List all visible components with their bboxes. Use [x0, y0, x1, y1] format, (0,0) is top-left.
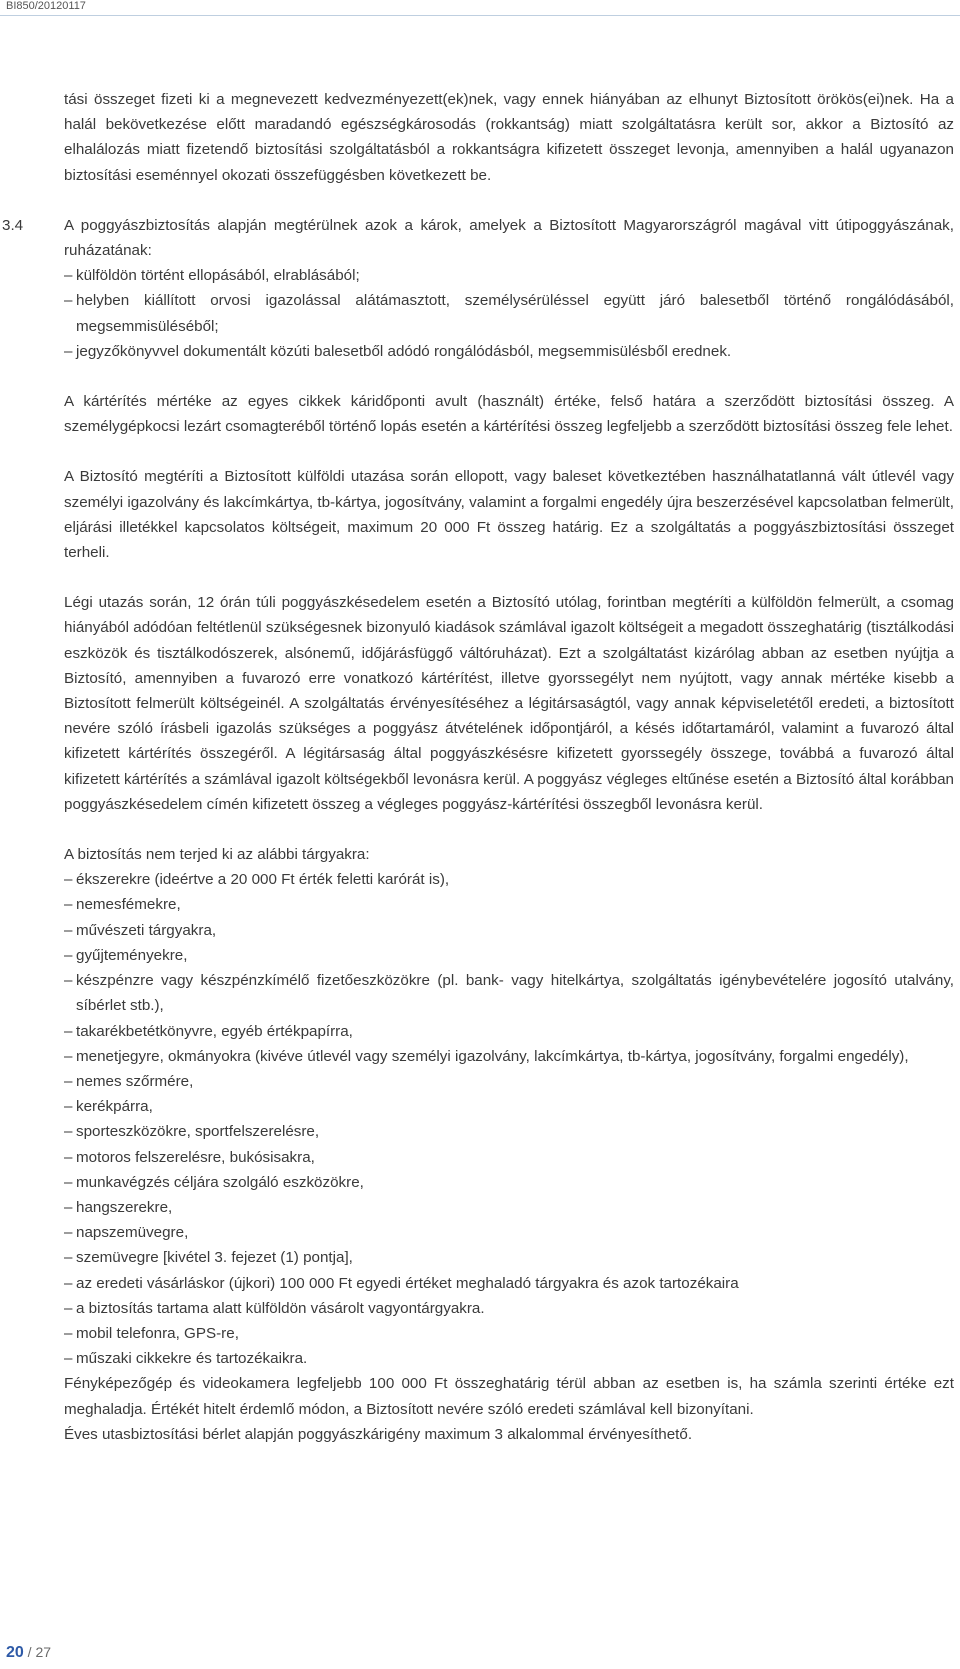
- exclusion-item: – hangszerekre,: [64, 1195, 954, 1220]
- exclusion-item: – gyűjteményekre,: [64, 943, 954, 968]
- exclusion-item: – napszemüvegre,: [64, 1220, 954, 1245]
- page-number: 20: [6, 1644, 24, 1661]
- section-3-4: [2, 213, 954, 364]
- page-total: 27: [35, 1644, 52, 1660]
- exclusion-item: – kerékpárra,: [64, 1094, 954, 1119]
- annual-paragraph: Éves utasbiztosítási bérlet alapján poggyászkárigény maximum 3 alkalommal érvényesíthető.: [64, 1425, 693, 1443]
- page-content: [2, 87, 954, 1447]
- camera-paragraph: Fényképezőgép és videokamera legfeljebb 100 000 Ft összeghatárig térül abban az esetben is, ha számla szerinti értéke ezt meghaladja. Értékét hitelt érdemlő módon, a Biztosított nevére szóló eredeti számlával kell bizonyítani.: [64, 1375, 954, 1418]
- exclusion-item: – műszaki cikkekre és tartozékaikra.: [64, 1346, 954, 1371]
- exclusion-item: – nemesfémekre,: [64, 892, 954, 917]
- document-code: BI850/20120117: [6, 0, 86, 12]
- exclusion-item: – takarékbetétkönyvre, egyéb értékpapírra,: [64, 1019, 954, 1044]
- page-footer: [6, 1644, 51, 1662]
- exclusions-intro: A biztosítás nem terjed ki az alábbi tárgyakra:: [64, 846, 370, 864]
- exclusion-item: – készpénzre vagy készpénzkímélő fizetőeszközökre (pl. bank- vagy hitelkártya, szolgáltatás igénybevételére jogosító utalvány, síbérlet stb.),: [64, 968, 954, 1018]
- page-separator: /: [23, 1644, 36, 1660]
- section-intro: A poggyászbiztosítás alapján megtérülnek azok a károk, amelyek a Biztosított Magyarországról magával vitt útipoggyászának, ruházatának:: [64, 216, 954, 260]
- documents-paragraph: A Biztosító megtéríti a Biztosított külföldi utazása során ellopott, vagy baleset következtében használhatatlanná vált útlevél vagy személyi igazolvány és lakcímkártya, tb-kártya, jogosítvány, valamint a forgalmi engedély újra beszerzésével kapcsolatban felmerült, eljárási illetékkel kapcsolatos költségeit, maximum 20 000 Ft összeg határig. Ez a szolgáltatás a poggyászbiztosítási összeget terheli.: [64, 468, 954, 562]
- intro-paragraph: tási összeget fizeti ki a megnevezett kedvezményezett(ek)nek, vagy ennek hiányában az elhunyt Biztosított örökös(ei)nek. Ha a halál bekövetkezése előtt maradandó egészségkárosodás (rokkantság) miatt szolgáltatásra került sor, akkor a Biztosító az elhalálozás miatt fizetendő biztosítási szolgáltatásból a rokkantságra kifizetett összeget levonja, amennyiben a halál ugyanazon biztosítási eseménnyel okozati összefüggésben következett be.: [64, 91, 954, 184]
- exclusion-item: – ékszerekre (ideértve a 20 000 Ft érték feletti karórát is),: [64, 867, 954, 892]
- exclusion-item: – menetjegyre, okmányokra (kivéve útlevél vagy személyi igazolvány, lakcímkártya, tb-kártya, jogosítvány, forgalmi engedély),: [64, 1044, 954, 1069]
- exclusion-item: – az eredeti vásárláskor (újkori) 100 000 Ft egyedi értéket meghaladó tárgyakra és azok tartozékaira: [64, 1271, 954, 1296]
- compensation-paragraph: A kártérítés mértéke az egyes cikkek káridőponti avult (használt) értéke, felső határa a szerződött biztosítási összeg. A személygépkocsi lezárt csomagteréből történő lopás esetén a kártérítési összeg legfeljebb a szerződött biztosítási összeg fele lehet.: [64, 393, 954, 436]
- exclusion-item: – szemüvegre [kivétel 3. fejezet (1) pontja],: [64, 1245, 954, 1270]
- exclusion-item: – motoros felszerelésre, bukósisakra,: [64, 1145, 954, 1170]
- section-list-item: – külföldön történt ellopásából, elrablásából;: [64, 263, 954, 288]
- section-number: 3.4: [2, 216, 24, 234]
- exclusion-item: – mobil telefonra, GPS-re,: [64, 1321, 954, 1346]
- exclusion-item: – sporteszközökre, sportfelszerelésre,: [64, 1119, 954, 1144]
- section-list-item: – helyben kiállított orvosi igazolással alátámasztott, személysérüléssel együtt járó balesetből történő rongálódásából, megsemmisüléséből;: [64, 288, 954, 338]
- exclusion-item: – munkavégzés céljára szolgáló eszközökre,: [64, 1170, 954, 1195]
- header-rule: [0, 15, 960, 16]
- exclusion-item: – a biztosítás tartama alatt külföldön vásárolt vagyontárgyakra.: [64, 1296, 954, 1321]
- section-list-item: – jegyzőkönyvvel dokumentált közúti balesetből adódó rongálódásból, megsemmisülésből erednek.: [64, 339, 954, 364]
- exclusion-item: – nemes szőrmére,: [64, 1069, 954, 1094]
- delay-paragraph: Légi utazás során, 12 órán túli poggyászkésedelem esetén a Biztosító utólag, forintban megtéríti a külföldön felmerült, a csomag hiányából adódóan feltétlenül szükségesnek bizonyuló kiadások számlával igazolt költségeit a megadott összeghatárig (tisztálkodási eszközök és tisztálkodószerek, alsónemű, időjárásfüggő váltóruházat). Ezt a szolgáltatást kizárólag abban az esetben nyújtja a Biztosító, amennyiben a fuvarozó erre vonatkozó kártérítést, illetve gyorssegélyt nem nyújtott, vagy annak mértéke kisebb a Biztosított felmerült költségeinél. A szolgáltatás érvényesítéséhez a légitársaságtól, vagy annak képviseletétől eredeti, a biztosított nevére szóló írásbeli igazolás szükséges a poggyász átvételének időpontjáról, a késés időtartamáról, valamint a fuvarozó által kifizetett kártérítés összegéről. A légitársaság által poggyászkésésre kifizetett gyorssegély összege, továbbá a fuvarozó által kifizetett kártérítés a számlával igazolt költségekből levonásra kerül. A poggyász végleges eltűnése esetén a Biztosító által korábban poggyászkésedelem címén kifizetett összeg a végleges poggyász-kártérítési összegből levonásra kerül.: [64, 594, 954, 813]
- exclusion-item: – művészeti tárgyakra,: [64, 918, 954, 943]
